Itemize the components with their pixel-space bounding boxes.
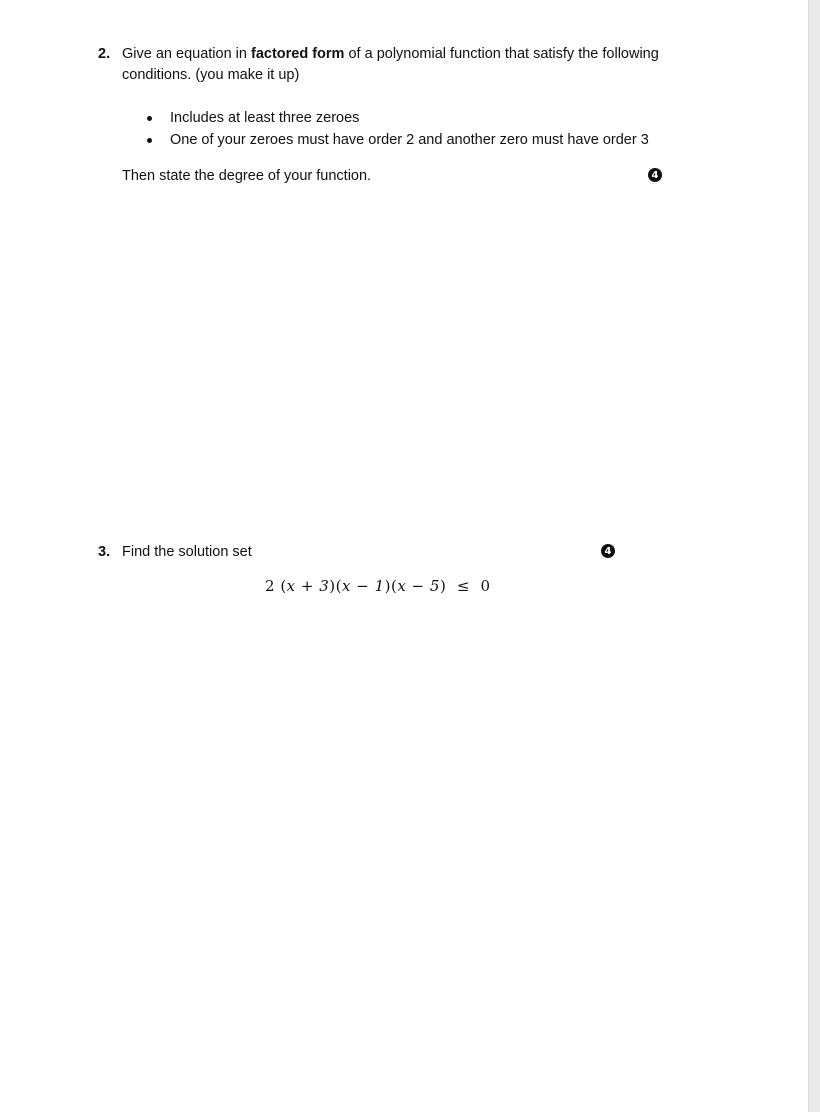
question-2-line-1 xyxy=(122,44,659,65)
question-3-marks-badge: 4 xyxy=(601,544,615,558)
inequality-factor-2: x − 1 xyxy=(342,577,385,595)
question-2-emphasis: factored form xyxy=(250,46,345,62)
question-2-number: 2. xyxy=(98,46,111,62)
bullet-dot xyxy=(147,138,152,143)
inequality-factor-1: x + 3 xyxy=(286,577,330,595)
question-3-prompt: Find the solution set xyxy=(122,544,252,560)
inequality-factor-3: x − 5 xyxy=(397,577,440,595)
inequality-relation: ≤ xyxy=(456,577,470,595)
question-2-marks-badge: 4 xyxy=(648,168,662,182)
question-2-line-2: conditions. (you make it up) xyxy=(122,67,300,83)
inequality-expression: 2 (x + 3)(x − 1)(x − 5) ≤ 0 xyxy=(265,577,491,595)
question-2-line-1-post: of a polynomial function that satisfy the following xyxy=(344,46,659,62)
question-2-line-1-pre: Give an equation in xyxy=(122,46,251,62)
question-2-condition-1: Includes at least three zeroes xyxy=(170,110,360,126)
question-2-condition-2: One of your zeroes must have order 2 and another zero must have order 3 xyxy=(170,132,649,148)
question-3-number: 3. xyxy=(98,544,111,560)
question-2-followup: Then state the degree of your function. xyxy=(122,168,372,184)
inequality-coefficient: 2 xyxy=(265,577,276,595)
inequality-rhs: 0 xyxy=(480,577,491,595)
bullet-dot xyxy=(147,116,152,121)
